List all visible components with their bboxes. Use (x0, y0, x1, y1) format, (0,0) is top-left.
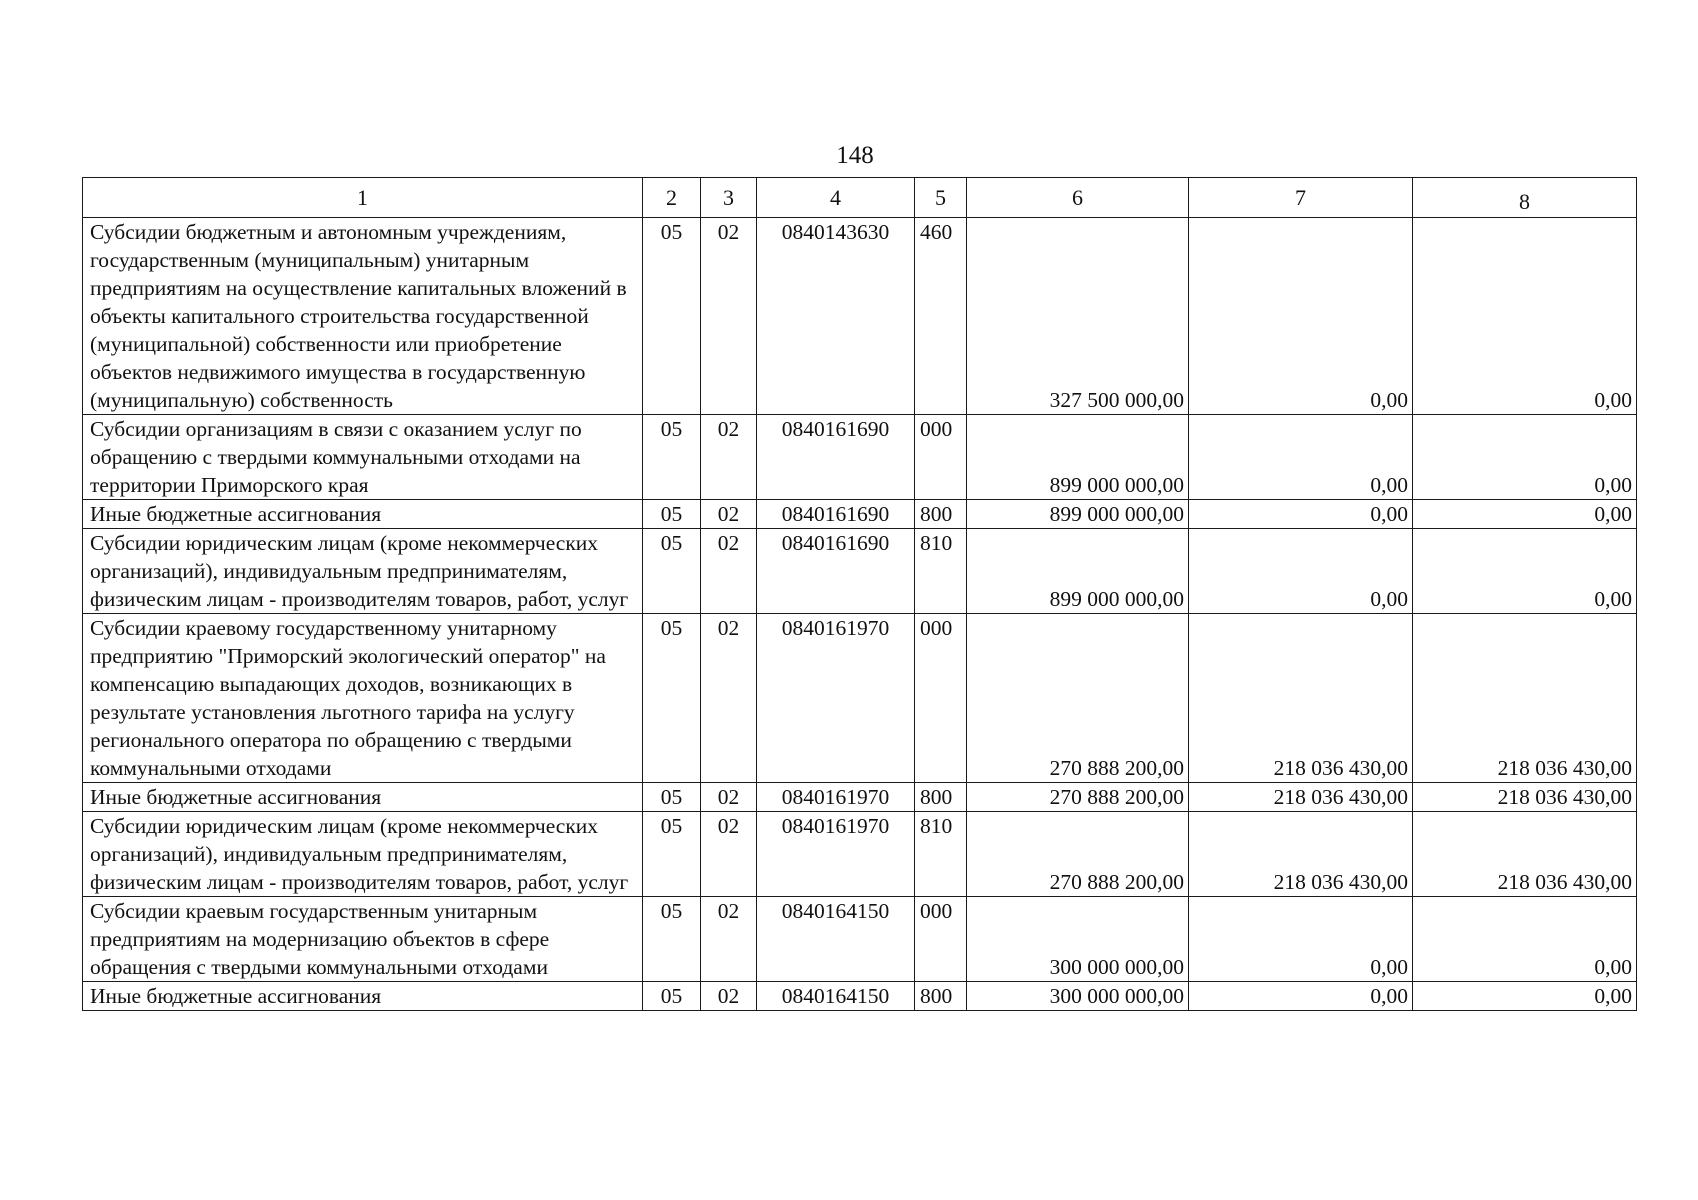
subsection-code: 02 (701, 529, 757, 614)
item-name: Иные бюджетные ассигнования (83, 500, 643, 529)
table-row (83, 897, 1637, 982)
item-name: Субсидии краевым государственным унитарным предприятиям на модернизацию объектов в сфере обращения с твердыми коммунальными отходами (83, 897, 643, 982)
amount-col-7: 0,00 (1189, 415, 1413, 500)
item-name: Субсидии организациям в связи с оказанием услуг по обращению с твердыми коммунальными отходами на территории Приморского края (83, 415, 643, 500)
target-article-code: 0840161690 (757, 529, 915, 614)
amount-col-6: 300 000 000,00 (967, 897, 1189, 982)
section-code: 05 (643, 982, 701, 1011)
amount-col-8: 0,00 (1413, 529, 1637, 614)
amount-col-7: 0,00 (1189, 500, 1413, 529)
amount-col-7: 218 036 430,00 (1189, 783, 1413, 812)
amount-col-7: 0,00 (1189, 897, 1413, 982)
column-header-2: 2 (643, 178, 701, 218)
item-name: Субсидии юридическим лицам (кроме некоммерческих организаций), индивидуальным предпринимателям, физическим лицам - производителям товаров, работ, услуг (83, 529, 643, 614)
amount-col-6: 899 000 000,00 (967, 529, 1189, 614)
target-article-code: 0840164150 (757, 982, 915, 1011)
table-row (83, 218, 1637, 415)
column-header-6: 6 (967, 178, 1189, 218)
amount-col-6: 270 888 200,00 (967, 812, 1189, 897)
subsection-code: 02 (701, 982, 757, 1011)
amount-col-7: 218 036 430,00 (1189, 614, 1413, 783)
expense-type-code: 800 (915, 982, 967, 1011)
target-article-code: 0840161970 (757, 812, 915, 897)
amount-col-6: 270 888 200,00 (967, 783, 1189, 812)
amount-col-7: 0,00 (1189, 218, 1413, 415)
expense-type-code: 000 (915, 897, 967, 982)
expense-type-code: 810 (915, 812, 967, 897)
expense-type-code: 000 (915, 614, 967, 783)
subsection-code: 02 (701, 812, 757, 897)
subsection-code: 02 (701, 897, 757, 982)
subsection-code: 02 (701, 415, 757, 500)
amount-col-6: 300 000 000,00 (967, 982, 1189, 1011)
subsection-code: 02 (701, 218, 757, 415)
target-article-code: 0840161690 (757, 500, 915, 529)
item-name: Субсидии краевому государственному унитарному предприятию "Приморский экологический оператор" на компенсацию выпадающих доходов, возникающих в результате установления льготного тарифа на услугу регионального оператора по обращению с твердыми коммунальными отходами (83, 614, 643, 783)
page-number: 148 (836, 142, 874, 169)
table-row (83, 783, 1637, 812)
amount-col-8: 0,00 (1413, 982, 1637, 1011)
target-article-code: 0840161970 (757, 783, 915, 812)
section-code: 05 (643, 897, 701, 982)
expense-type-code: 000 (915, 415, 967, 500)
expense-type-code: 800 (915, 500, 967, 529)
item-name: Субсидии юридическим лицам (кроме некоммерческих организаций), индивидуальным предпринимателям, физическим лицам - производителям товаров, работ, услуг (83, 812, 643, 897)
item-name: Иные бюджетные ассигнования (83, 783, 643, 812)
target-article-code: 0840164150 (757, 897, 915, 982)
amount-col-8: 0,00 (1413, 415, 1637, 500)
table-row (83, 982, 1637, 1011)
table-row (83, 812, 1637, 897)
amount-col-6: 270 888 200,00 (967, 614, 1189, 783)
amount-col-7: 218 036 430,00 (1189, 812, 1413, 897)
expense-type-code: 460 (915, 218, 967, 415)
amount-col-6: 327 500 000,00 (967, 218, 1189, 415)
amount-col-8: 0,00 (1413, 218, 1637, 415)
section-code: 05 (643, 218, 701, 415)
section-code: 05 (643, 614, 701, 783)
subsection-code: 02 (701, 614, 757, 783)
column-header-1: 1 (83, 178, 643, 218)
expense-type-code: 800 (915, 783, 967, 812)
column-header-3: 3 (701, 178, 757, 218)
amount-col-7: 0,00 (1189, 529, 1413, 614)
amount-col-7: 0,00 (1189, 982, 1413, 1011)
column-header-4: 4 (757, 178, 915, 218)
amount-col-8: 0,00 (1413, 897, 1637, 982)
amount-col-6: 899 000 000,00 (967, 415, 1189, 500)
subsection-code: 02 (701, 500, 757, 529)
section-code: 05 (643, 415, 701, 500)
target-article-code: 0840161690 (757, 415, 915, 500)
column-header-5: 5 (915, 178, 967, 218)
amount-col-8: 0,00 (1413, 500, 1637, 529)
header-row (83, 178, 1637, 218)
item-name: Субсидии бюджетным и автономным учреждениям, государственным (муниципальным) унитарным предприятиям на осуществление капитальных вложений в объекты капитального строительства государственной (муниципальной) собственности или приобретение объектов недвижимого имущества в государственную (муниципальную) собственность (83, 218, 643, 415)
table-body (83, 178, 1637, 1011)
section-code: 05 (643, 500, 701, 529)
column-header-7: 7 (1189, 178, 1413, 218)
amount-col-8: 218 036 430,00 (1413, 783, 1637, 812)
item-name: Иные бюджетные ассигнования (83, 982, 643, 1011)
table-row (83, 614, 1637, 783)
table-row (83, 500, 1637, 529)
amount-col-6: 899 000 000,00 (967, 500, 1189, 529)
section-code: 05 (643, 783, 701, 812)
target-article-code: 0840143630 (757, 218, 915, 415)
table-row (83, 415, 1637, 500)
section-code: 05 (643, 529, 701, 614)
target-article-code: 0840161970 (757, 614, 915, 783)
expense-type-code: 810 (915, 529, 967, 614)
budget-table (82, 177, 1637, 1011)
amount-col-8: 218 036 430,00 (1413, 614, 1637, 783)
column-header-8: 8 (1413, 178, 1637, 218)
section-code: 05 (643, 812, 701, 897)
table-row (83, 529, 1637, 614)
amount-col-8: 218 036 430,00 (1413, 812, 1637, 897)
subsection-code: 02 (701, 783, 757, 812)
